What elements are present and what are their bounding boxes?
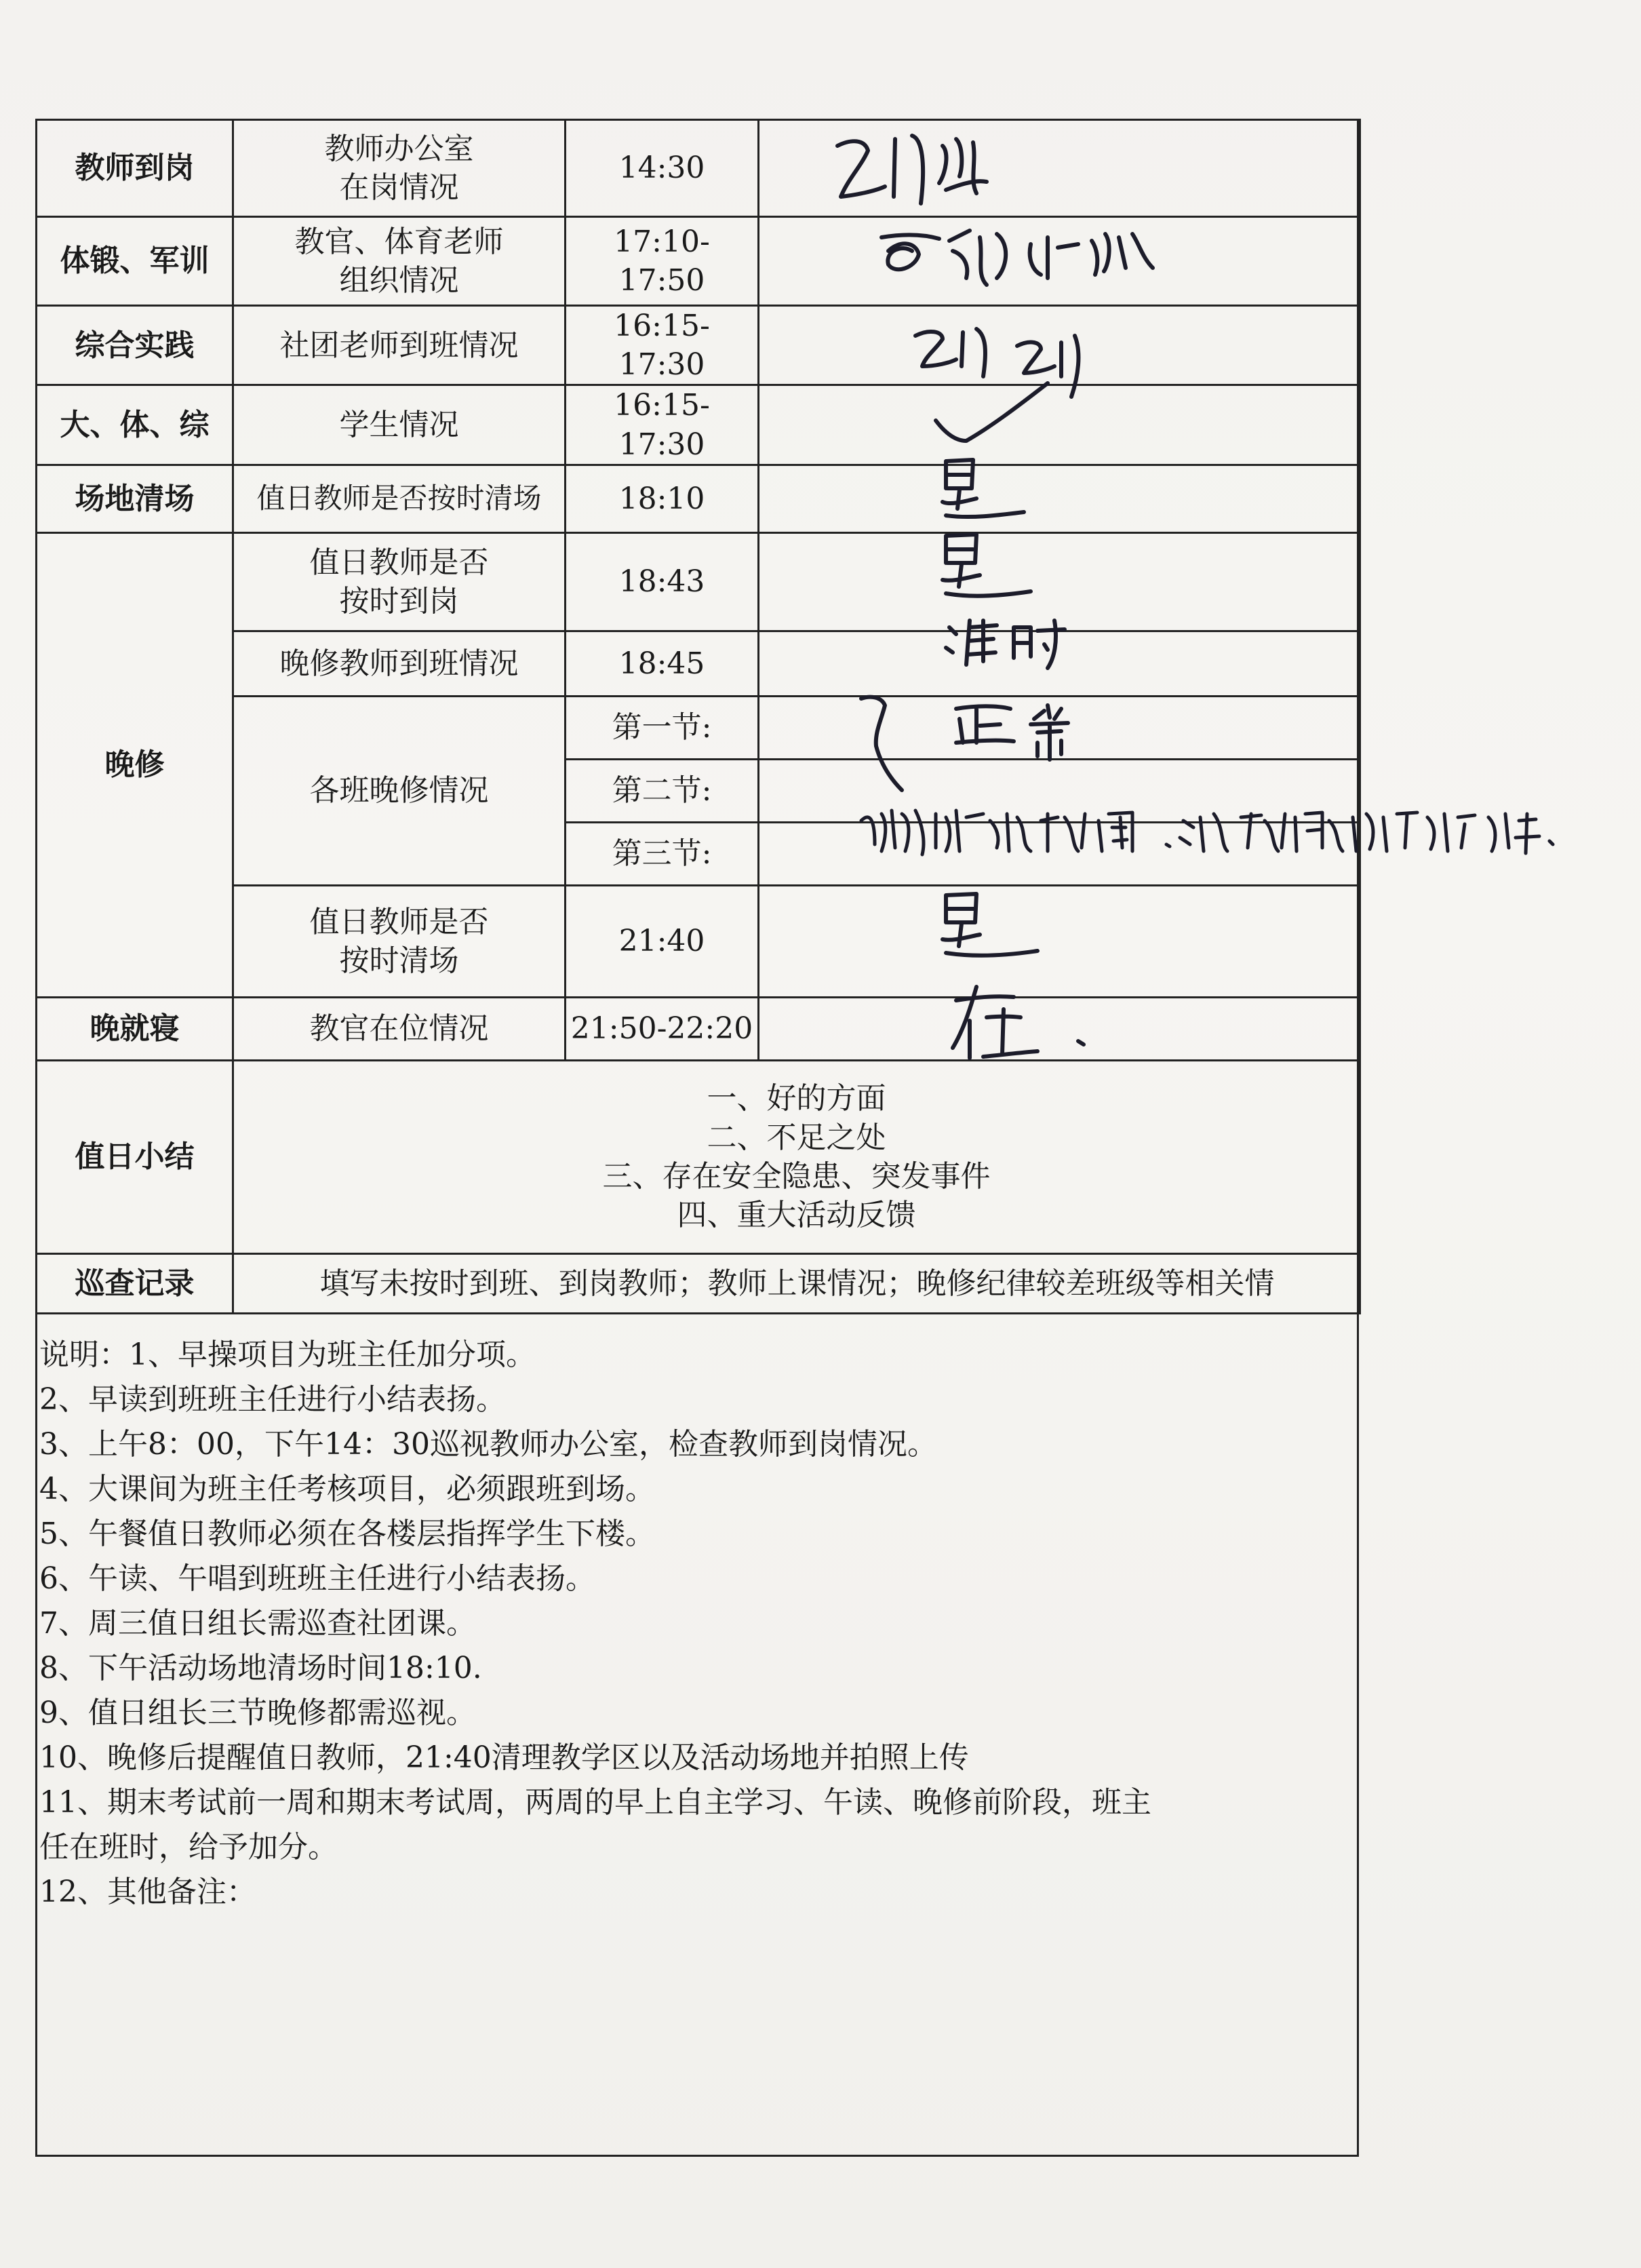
period-label: 第一节: <box>566 696 759 759</box>
note-line: 10、晚修后提醒值日教师，21:40清理教学区以及活动场地并拍照上传 <box>39 1740 969 1775</box>
table-row <box>37 385 1360 465</box>
row-item: 值日教师是否按时清场 <box>233 465 566 532</box>
row-time: 16:15-17:30 <box>566 385 759 465</box>
table-row <box>37 217 1360 306</box>
note-line: 2、早读到班班主任进行小结表扬。 <box>39 1382 506 1417</box>
note-line: 11、期末考试前一周和期末考试周，两周的早上自主学习、午读、晚修前阶段，班主 <box>39 1785 1151 1820</box>
summary-line: 二、不足之处 <box>707 1120 886 1155</box>
row-time: 18:43 <box>566 532 759 631</box>
handwritten-entry <box>759 822 1360 885</box>
row-item: 值日教师是否 按时到岗 <box>233 532 566 631</box>
table-row <box>37 120 1360 217</box>
note-line: 9、值日组长三节晚修都需巡视。 <box>39 1696 476 1730</box>
row-category: 场地清场 <box>37 465 233 532</box>
row-time: 17:10-17:50 <box>566 217 759 306</box>
handwritten-entry <box>759 217 1360 306</box>
patrol-text: 填写未按时到班、到岗教师；教师上课情况；晚修纪律较差班级等相关情 <box>233 1253 1360 1313</box>
note-line: 任在班时，给予加分。 <box>39 1830 338 1864</box>
handwritten-entry <box>759 997 1360 1060</box>
row-category: 综合实践 <box>37 306 233 385</box>
note-line: 3、上午8：00，下午14：30巡视教师办公室，检查教师到岗情况。 <box>39 1427 937 1462</box>
row-item: 教师办公室 在岗情况 <box>233 120 566 217</box>
handwritten-entry <box>759 696 1360 759</box>
row-category: 体锻、军训 <box>37 217 233 306</box>
row-time: 21:50-22:20 <box>566 997 759 1060</box>
row-item: 教官、体育老师 组织情况 <box>233 217 566 306</box>
table-row <box>37 306 1360 385</box>
table-row <box>37 885 1360 997</box>
duty-table <box>35 119 1361 1314</box>
summary-line: 一、好的方面 <box>707 1081 886 1116</box>
row-item: 学生情况 <box>233 385 566 465</box>
summary-category: 值日小结 <box>37 1060 233 1253</box>
notes-section <box>39 1333 1355 1915</box>
note-line: 7、周三值日组长需巡查社团课。 <box>39 1606 476 1641</box>
row-item: 晚修教师到班情况 <box>233 631 566 696</box>
patrol-category: 巡查记录 <box>37 1253 233 1313</box>
table-row <box>37 1060 1360 1253</box>
row-item: 各班晚修情况 <box>233 696 566 885</box>
table-row <box>37 997 1360 1060</box>
period-label: 第三节: <box>566 822 759 885</box>
handwritten-entry <box>759 532 1360 631</box>
table-row <box>37 1253 1360 1313</box>
row-item: 教官在位情况 <box>233 997 566 1060</box>
row-time: 18:45 <box>566 631 759 696</box>
note-line: 6、午读、午唱到班班主任进行小结表扬。 <box>39 1561 595 1596</box>
note-line: 8、下午活动场地清场时间18:10. <box>39 1651 482 1685</box>
table-row <box>37 532 1360 631</box>
period-label: 第二节: <box>566 759 759 822</box>
table-row <box>37 465 1360 532</box>
note-line: 4、大课间为班主任考核项目，必须跟班到场。 <box>39 1472 655 1506</box>
row-time: 18:10 <box>566 465 759 532</box>
row-time: 16:15-17:30 <box>566 306 759 385</box>
summary-line: 三、存在安全隐患、突发事件 <box>602 1158 991 1194</box>
handwritten-entry <box>759 759 1360 822</box>
handwritten-entry <box>759 885 1360 997</box>
row-category: 大、体、综 <box>37 385 233 465</box>
row-item: 社团老师到班情况 <box>233 306 566 385</box>
handwritten-entry <box>759 631 1360 696</box>
evening-category: 晚修 <box>37 532 233 997</box>
handwritten-entry <box>759 120 1360 217</box>
note-line: 5、午餐值日教师必须在各楼层指挥学生下楼。 <box>39 1517 655 1551</box>
summary-list <box>233 1060 1360 1253</box>
row-time: 14:30 <box>566 120 759 217</box>
handwritten-entry <box>759 465 1360 532</box>
note-line: 说明：1、早操项目为班主任加分项。 <box>39 1337 536 1372</box>
row-item: 值日教师是否 按时清场 <box>233 885 566 997</box>
row-time: 21:40 <box>566 885 759 997</box>
row-category: 教师到岗 <box>37 120 233 217</box>
handwritten-entry <box>759 385 1360 465</box>
table-row <box>37 696 1360 759</box>
table-row <box>37 631 1360 696</box>
handwritten-entry <box>759 306 1360 385</box>
note-line: 12、其他备注： <box>39 1875 256 1909</box>
row-category: 晚就寝 <box>37 997 233 1060</box>
summary-line: 四、重大活动反馈 <box>677 1197 916 1232</box>
